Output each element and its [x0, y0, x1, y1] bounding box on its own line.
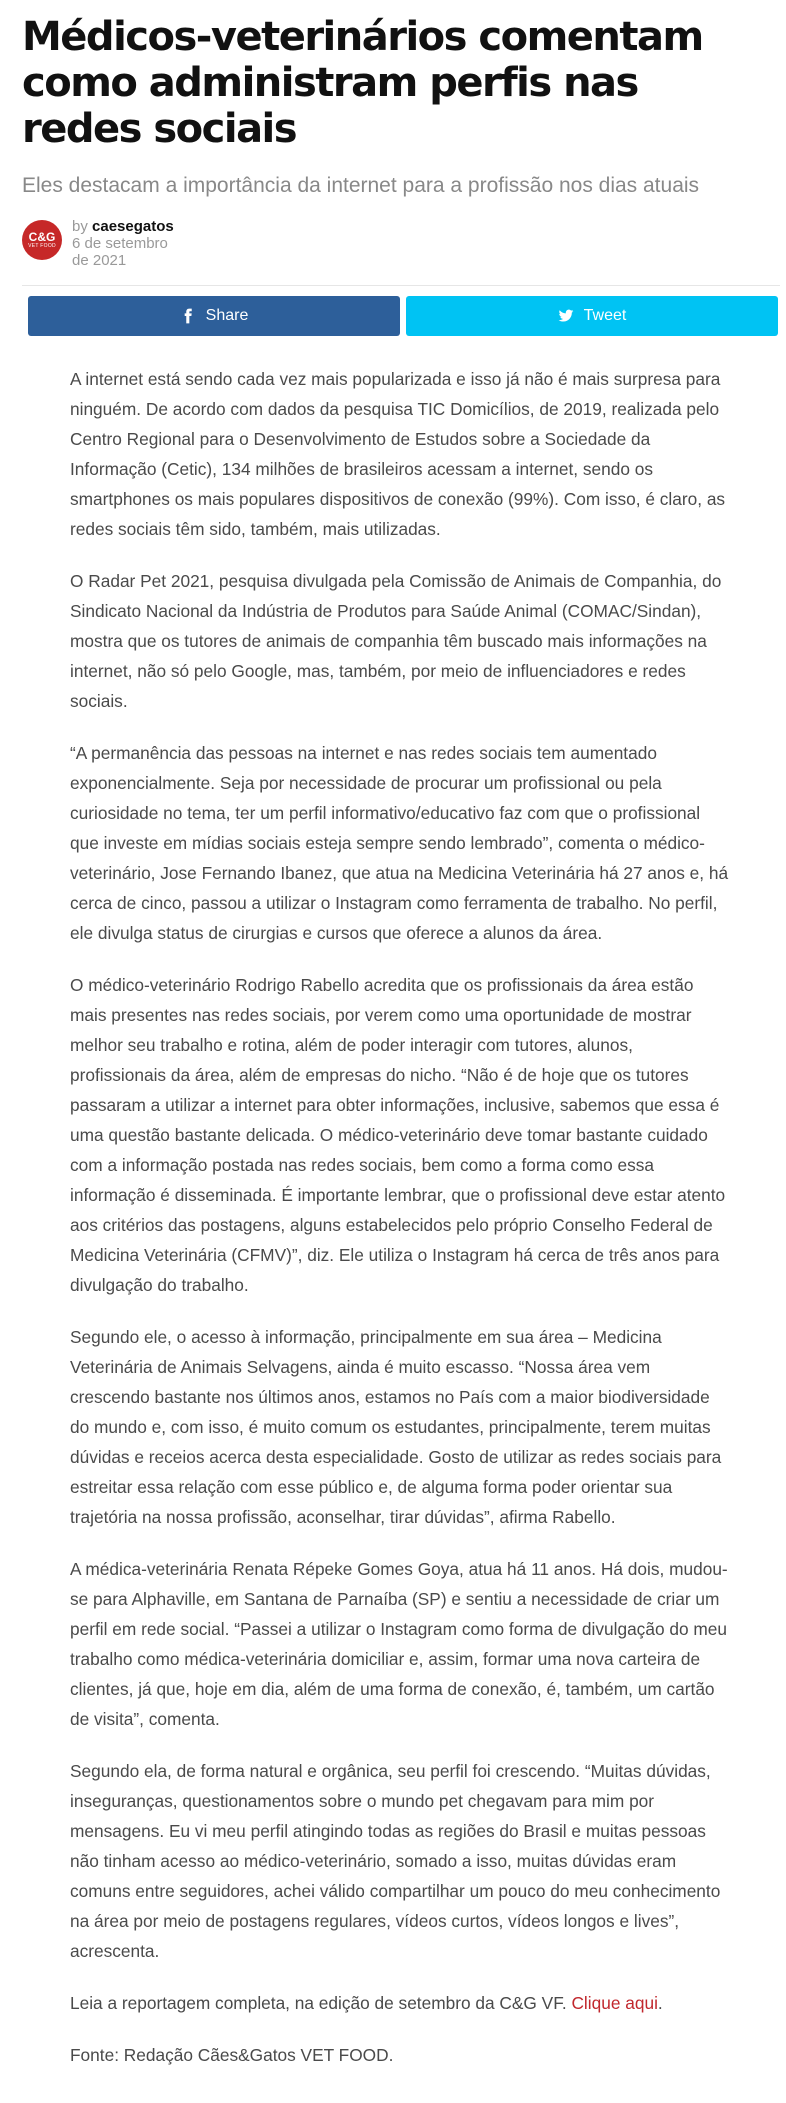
by-label: by: [72, 218, 88, 235]
post-date: 6 de setembro de 2021: [72, 235, 168, 269]
source-paragraph: Fonte: Redação Cães&Gatos VET FOOD.: [70, 2045, 394, 2065]
post-meta: [72, 218, 180, 269]
author-row: [22, 218, 764, 269]
read-more-paragraph: [70, 1988, 730, 2018]
paragraph-2: O Radar Pet 2021, pesquisa divulgada pela Comissão de Animais de Companhia, do Sindicato Nacional da Indústria de Produtos para Saúde Animal (COMAC/Sindan), mostra que os tutores de animais de companhia têm buscado mais informações na internet, não só pelo Google, mas, também, por meio de influenciadores e redes sociais.: [70, 571, 722, 711]
read-more-text: Leia a reportagem completa, na edição de setembro da C&G VF.: [70, 1993, 567, 2013]
facebook-share-button[interactable]: [28, 296, 400, 336]
facebook-icon: [180, 308, 196, 324]
article-subtitle: Eles destacam a importância da internet para a profissão nos dias atuais: [22, 174, 700, 197]
paragraph-5: Segundo ele, o acesso à informação, principalmente em sua área – Medicina Veterinária de Animais Selvagens, ainda é muito escasso. “Nossa área vem crescendo bastante nos últimos anos, estamos no País com a maior biodiversidade do mundo e, com isso, é muito comum os estudantes, principalmente, terem muitas dúvidas e receios acerca desta especialidade. Gosto de utilizar as redes sociais para estreitar essa relação com esse público e, de alguma forma poder orientar sua trajetória na nossa profissão, aconselhar, tirar dúvidas”, afirma Rabello.: [70, 1327, 722, 1527]
paragraph-7: Segundo ela, de forma natural e orgânica, seu perfil foi crescendo. “Muitas dúvidas, inseguranças, questionamentos sobre o mundo pet chegavam para mim por mensagens. Eu vi meu perfil atingindo todas as regiões do Brasil e muitas pessoas não tinham acesso ao médico-veterinário, somado a isso, muitas dúvidas eram comuns entre seguidores, achei válido compartilhar um pouco do meu conhecimento na área por meio de postagens regulares, vídeos curtos, vídeos longos e lives”, acrescenta.: [70, 1761, 721, 1961]
read-more-end: .: [657, 1993, 663, 2013]
avatar[interactable]: [22, 220, 62, 260]
read-more-link[interactable]: Clique aqui: [571, 1993, 658, 2013]
paragraph-1: A internet está sendo cada vez mais popularizada e isso já não é mais surpresa para ninguém. De acordo com dados da pesquisa TIC Domicílios, de 2019, realizada pelo Centro Regional para o Desenvolvimento de Estudos sobre a Sociedade da Informação (Cetic), 134 milhões de brasileiros acessam a internet, sendo os smartphones os mais populares dispositivos de conexão (99%). Com isso, é claro, as redes sociais têm sido, também, mais utilizadas.: [70, 369, 726, 539]
twitter-icon: [558, 308, 574, 324]
paragraph-4: O médico-veterinário Rodrigo Rabello acredita que os profissionais da área estão mais presentes nas redes sociais, por verem como uma oportunidade de mostrar melhor seu trabalho e rotina, além de poder interagir com tutores, alunos, profissionais da área, além de empresas do nicho. “Não é de hoje que os tutores passaram a utilizar a internet para obter informações, inclusive, sabemos que essa é uma questão bastante delicada. O médico-veterinário deve tomar bastante cuidado com a informação postada nas redes sociais, bem como a forma como essa informação é disseminada. É importante lembrar, que o profissional deve estar atento aos critérios das postagens, alguns estabelecidos pelo próprio Conselho Federal de Medicina Veterinária (CFMV)”, diz. Ele utiliza o Instagram há cerca de três anos para divulgação do trabalho.: [70, 975, 726, 1295]
facebook-share-label: Share: [205, 307, 249, 324]
avatar-logo-subtext: VET FOOD: [28, 242, 56, 249]
paragraph-6: A médica-veterinária Renata Répeke Gomes Goya, atua há 11 anos. Há dois, mudou-se para Alphaville, em Santana de Parnaíba (SP) e sentiu a necessidade de criar um perfil em rede social. “Passei a utilizar o Instagram como forma de divulgação do meu trabalho como médica-veterinária domiciliar e, assim, formar uma nova carteira de clientes, já que, hoje em dia, além de uma forma de conexão, é, também, um cartão de visita”, comenta.: [70, 1559, 728, 1729]
share-bar: [28, 296, 778, 336]
article-header: [0, 0, 786, 269]
paragraph-3: “A permanência das pessoas na internet e nas redes sociais tem aumentado exponencialmente. Seja por necessidade de procurar um profissional ou pela curiosidade no tema, ter um perfil informativo/educativo faz com que o profissional que investe em mídias sociais esteja sempre sendo lembrado”, comenta o médico-veterinário, Jose Fernando Ibanez, que atua na Medicina Veterinária há 27 anos e, há cerca de cinco, passou a utilizar o Instagram como ferramenta de trabalho. No perfil, ele divulga status de cirurgias e cursos que oferece a alunos da área.: [70, 743, 729, 943]
article-title: Médicos-veterinários comentam como administram perfis nas redes sociais: [22, 14, 703, 152]
header-divider: [22, 285, 780, 286]
twitter-tweet-label: Tweet: [583, 307, 627, 324]
twitter-tweet-button[interactable]: [406, 296, 778, 336]
author-link[interactable]: caesegatos: [92, 218, 174, 235]
article-body: [0, 336, 786, 2070]
avatar-logo-text: C&G: [28, 229, 56, 244]
